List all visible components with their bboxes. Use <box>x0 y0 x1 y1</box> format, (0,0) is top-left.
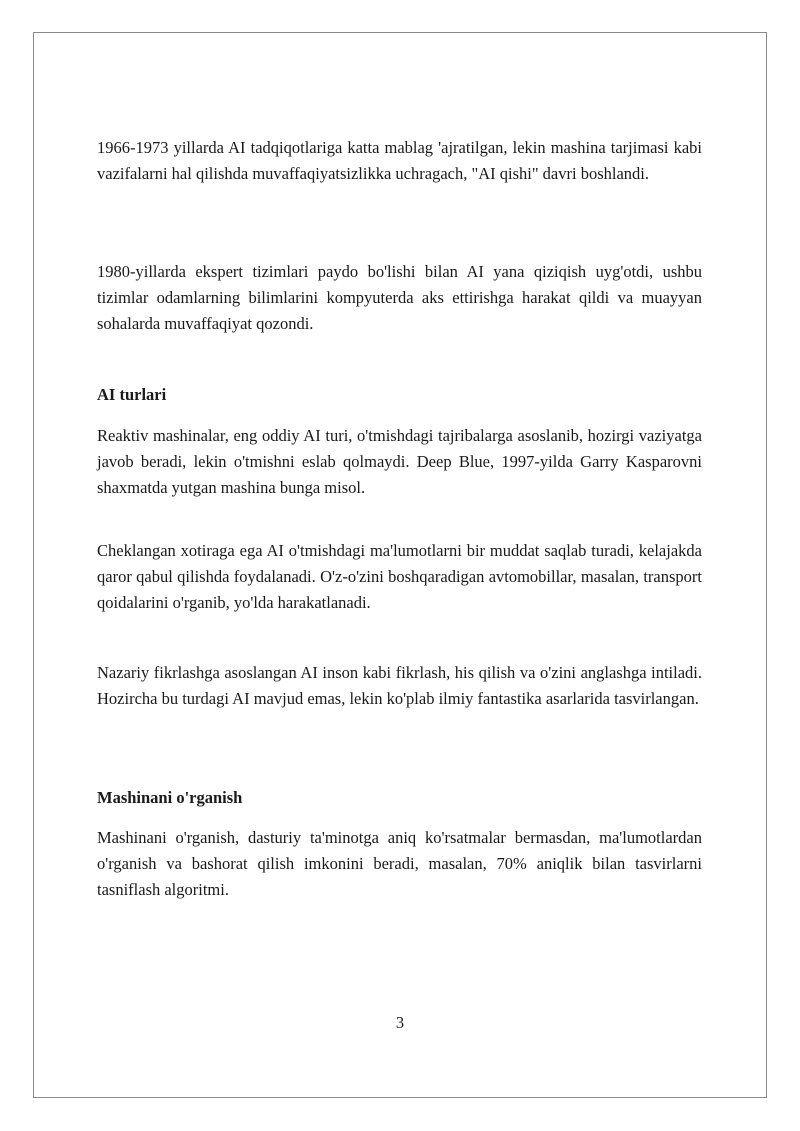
heading-ai-types: AI turlari <box>97 385 167 404</box>
paragraph-reactive-machines: Reaktiv mashinalar, eng oddiy AI turi, o'tmishdagi tajribalarga asoslanib, hozirgi vaziyatga javob beradi, lekin o'tmishni eslab qolmaydi. Deep Blue, 1997-yilda Garry Kasparovni shaxmatda yutgan mashina bunga misol. <box>97 426 702 497</box>
paragraph-theory-of-mind: Nazariy fikrlashga asoslangan AI inson kabi fikrlash, his qilish va o'zini anglashga intiladi. Hozircha bu turdagi AI mavjud emas, lekin ko'plab ilmiy fantastika asarlarida tasvirlangan. <box>97 663 702 708</box>
page-number: 3 <box>395 1013 405 1032</box>
paragraph-ai-winter: 1966-1973 yillarda AI tadqiqotlariga katta mablag 'ajratilgan, lekin mashina tarjimasi kabi vazifalarni hal qilishda muvaffaqiyatsizlikka uchragach, "AI qishi" davri boshlandi. <box>97 138 702 183</box>
paragraph-machine-learning: Mashinani o'rganish, dasturiy ta'minotga aniq ko'rsatmalar bermasdan, ma'lumotlardan o'rganish va bashorat qilish imkonini beradi, masalan, 70% aniqlik bilan tasvirlarni tasniflash algoritmi. <box>97 828 702 899</box>
paragraph-limited-memory: Cheklangan xotiraga ega AI o'tmishdagi ma'lumotlarni bir muddat saqlab turadi, kelajakda qaror qabul qilishda foydalanadi. O'z-o'zini boshqaradigan avtomobillar, masalan, transport qoidalarini o'rganib, yo'lda harakatlanadi. <box>97 541 702 612</box>
paragraph-expert-systems: 1980-yillarda ekspert tizimlari paydo bo'lishi bilan AI yana qiziqish uyg'otdi, ushbu tizimlar odamlarning bilimlarini kompyuterda aks ettirishga harakat qildi va muayyan sohalarda muvaffaqiyat qozondi. <box>97 262 702 333</box>
heading-machine-learning: Mashinani o'rganish <box>97 788 243 807</box>
